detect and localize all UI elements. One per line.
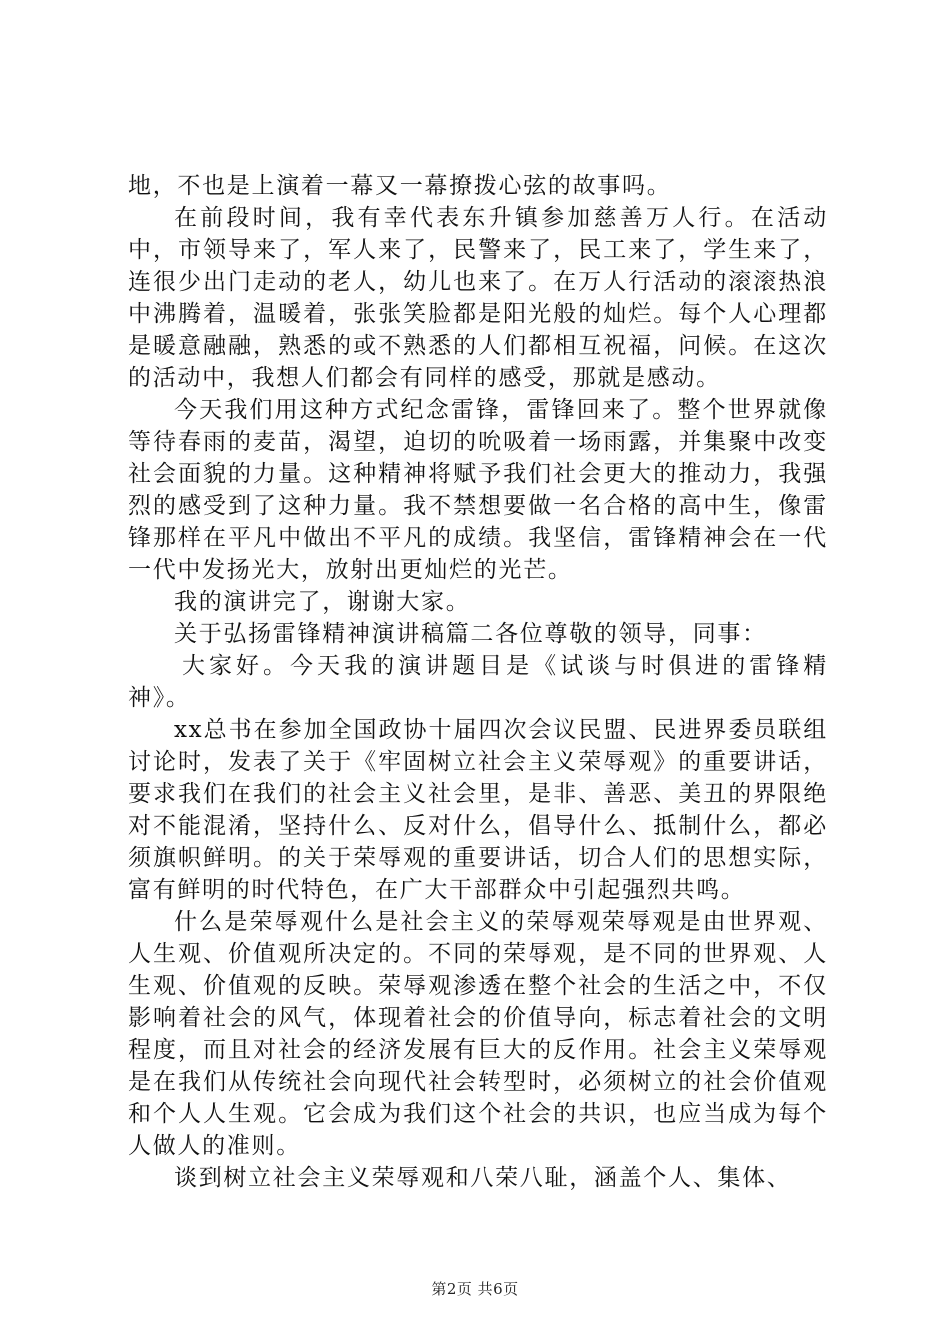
paragraph-speech-two-heading: 关于弘扬雷锋精神演讲稿篇二各位尊敬的领导，同事：: [174, 621, 767, 647]
paragraph-eight-honors: 谈到树立社会主义荣辱观和八荣八耻，涵盖个人、集体、: [174, 1165, 792, 1191]
paragraph-speech-end: 我的演讲完了，谢谢大家。: [174, 589, 471, 615]
page-number-footer: 第2页 共6页: [431, 1280, 519, 1298]
paragraph-honor-speech: xx总书在参加全国政协十届四次会议民盟、民进界委员联组讨论时，发表了关于《牢固树立社会主义荣辱观》的重要讲话，要求我们在我们的社会主义社会里，是非、善恶、美丑的界限绝对不能混淆，坚持什么、反对什么，倡导什么、抵制什么，都必须旗帜鲜明。的关于荣辱观的重要讲话，切合人们的思想实际，富有鲜明的时代特色，在广大干部群众中引起强烈共鸣。: [128, 717, 828, 903]
paragraph-greeting: 大家好。今天我的演讲题目是《试谈与时俱进的雷锋精神》。: [128, 653, 828, 711]
paragraph-lei-feng-returns: 今天我们用这种方式纪念雷锋，雷锋回来了。整个世界就像等待春雨的麦苗，渴望，迫切的吮吸着一场雨露，并集聚中改变社会面貌的力量。这种精神将赋予我们社会更大的推动力，我强烈的感受到了这种力量。我不禁想要做一名合格的高中生，像雷锋那样在平凡中做出不平凡的成绩。我坚信，雷锋精神会在一代一代中发扬光大，放射出更灿烂的光芒。: [128, 397, 828, 583]
paragraph-honor-concept: 什么是荣辱观什么是社会主义的荣辱观荣辱观是由世界观、人生观、价值观所决定的。不同的荣辱观，是不同的世界观、人生观、价值观的反映。荣辱观渗透在整个社会的生活之中，不仅影响着社会的风气，体现着社会的价值导向，标志着社会的文明程度，而且对社会的经济发展有巨大的反作用。社会主义荣辱观是在我们从传统社会向现代社会转型时，必须树立的社会价值观和个人人生观。它会成为我们这个社会的共识，也应当成为每个人做人的准则。: [128, 909, 828, 1159]
paragraph-charity-walk: 在前段时间，我有幸代表东升镇参加慈善万人行。在活动中，市领导来了，军人来了，民警来了，民工来了，学生来了，连很少出门走动的老人，幼儿也来了。在万人行活动的滚滚热浪中沸腾着，温暖着，张张笑脸都是阳光般的灿烂。每个人心理都是暖意融融，熟悉的或不熟悉的人们都相互祝福，问候。在这次的活动中，我想人们都会有同样的感受，那就是感动。: [128, 205, 828, 391]
paragraph-continuation: 地，不也是上演着一幕又一幕撩拨心弦的故事吗。: [128, 173, 672, 199]
document-body: [128, 170, 828, 1194]
